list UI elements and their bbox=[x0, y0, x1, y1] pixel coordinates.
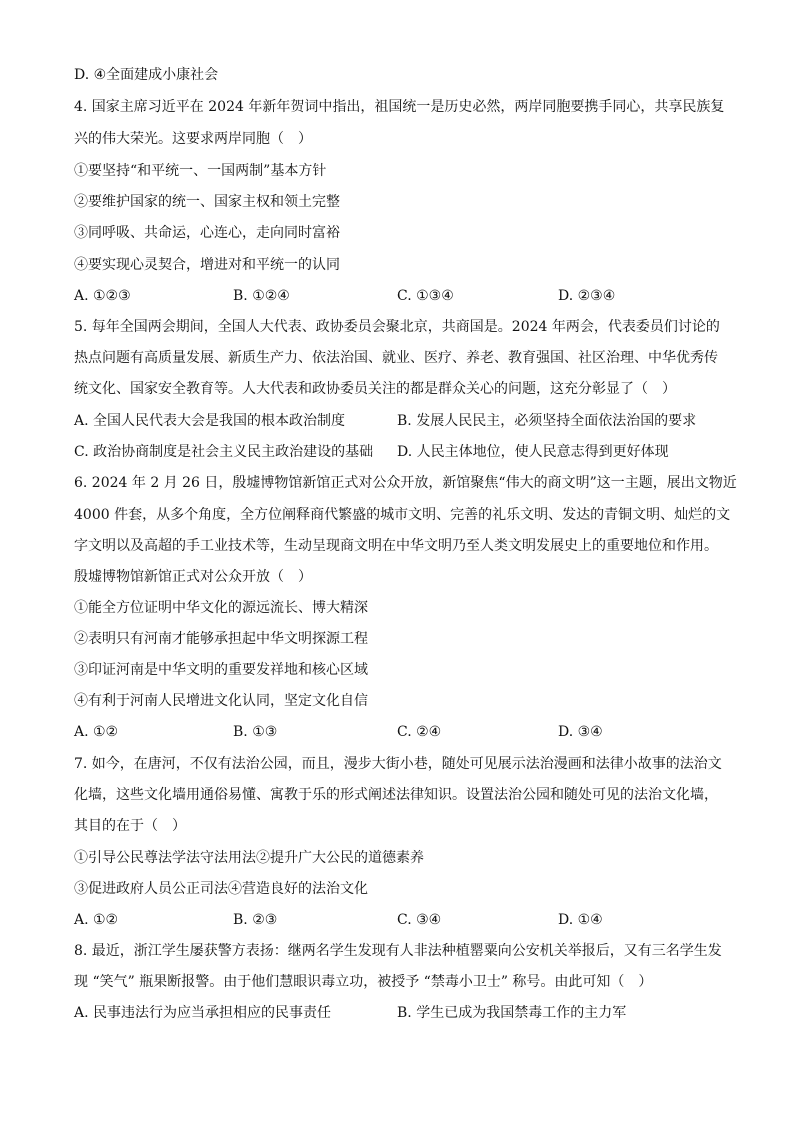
q4-stem-line: 兴的伟大荣光。这要求两岸同胞（ ） bbox=[74, 131, 312, 147]
q6-statement: ②表明只有河南才能够承担起中华文明探源工程 bbox=[74, 631, 368, 647]
q4-option-c: C. ①③④ bbox=[397, 288, 454, 304]
q7-stem-line: 化墙，这些文化墙用通俗易懂、寓教于乐的形式阐述法律知识。设置法治公园和随处可见的法治文化墙， bbox=[74, 787, 718, 803]
q6-statement: ①能全方位证明中华文化的源远流长、博大精深 bbox=[74, 600, 368, 616]
q6-stem-line: 殷墟博物馆新馆正式对公众开放（ ） bbox=[74, 569, 312, 585]
q7-stem-line: 其目的在于（ ） bbox=[74, 818, 186, 834]
q8-stem-line: 现 “笑气” 瓶果断报警。由于他们慧眼识毒立功，被授予 “禁毒小卫士” 称号。由此可知（ ） bbox=[74, 974, 653, 990]
q6-statement: ③印证河南是中华文明的重要发祥地和核心区域 bbox=[74, 662, 368, 678]
q6-stem-line: 字文明以及高超的手工业技术等，生动呈现商文明在中华文明乃至人类文明发展史上的重要地位和作用。 bbox=[74, 538, 718, 554]
q4-option-b: B. ①②④ bbox=[233, 288, 290, 304]
q7-option-a: A. ①② bbox=[74, 912, 119, 928]
q4-statement: ③同呼吸、共命运，心连心，走向同时富裕 bbox=[74, 225, 340, 241]
q6-option-d: D. ③④ bbox=[558, 724, 603, 740]
q4-option-d: D. ②③④ bbox=[558, 288, 616, 304]
q8-option-a: A. 民事违法行为应当承担相应的民事责任 bbox=[74, 1005, 332, 1021]
q7-option-c: C. ③④ bbox=[397, 912, 442, 928]
q7-option-d: D. ①④ bbox=[558, 912, 603, 928]
q7-statement: ①引导公民尊法学法守法用法②提升广大公民的道德素养 bbox=[74, 850, 424, 866]
q6-option-b: B. ①③ bbox=[233, 724, 278, 740]
q4-statement: ②要维护国家的统一、国家主权和领土完整 bbox=[74, 194, 340, 210]
q4-stem-line: 4. 国家主席习近平在 2024 年新年贺词中指出，祖国统一是历史必然，两岸同胞要携手同心，共享民族复 bbox=[74, 99, 725, 115]
q5-stem-line: 热点问题有高质量发展、新质生产力、依法治国、就业、医疗、养老、教育强国、社区治理、中华优秀传 bbox=[74, 350, 718, 366]
q5-option-c: C. 政治协商制度是社会主义民主政治建设的基础 bbox=[74, 444, 374, 460]
q6-statement: ④有利于河南人民增进文化认同，坚定文化自信 bbox=[74, 693, 368, 709]
q8-option-b: B. 学生已成为我国禁毒工作的主力军 bbox=[397, 1005, 627, 1021]
q7-stem-line: 7. 如今，在唐河，不仅有法治公园，而且，漫步大街小巷，随处可见展示法治漫画和法律小故事的法治文 bbox=[74, 756, 722, 772]
q5-option-a: A. 全国人民代表大会是我国的根本政治制度 bbox=[74, 413, 346, 429]
q6-stem-line: 4000 件套，从多个角度，全方位阐释商代繁盛的城市文明、完善的礼乐文明、发达的青铜文明、灿烂的文 bbox=[74, 507, 731, 523]
q6-stem-line: 6. 2024 年 2 月 26 日，殷墟博物馆新馆正式对公众开放，新馆聚焦“伟大的商文明”这一主题，展出文物近 bbox=[74, 475, 737, 491]
q5-stem-line: 5. 每年全国两会期间，全国人大代表、政协委员会聚北京，共商国是。2024 年两会，代表委员们讨论的 bbox=[74, 319, 720, 335]
q6-option-c: C. ②④ bbox=[397, 724, 442, 740]
q4-statement: ④要实现心灵契合，增进对和平统一的认同 bbox=[74, 257, 340, 273]
q7-statement: ③促进政府人员公正司法④营造良好的法治文化 bbox=[74, 881, 368, 897]
q4-statement: ①要坚持“和平统一、一国两制”基本方针 bbox=[74, 163, 327, 179]
q8-stem-line: 8. 最近，浙江学生屡获警方表扬：继两名学生发现有人非法种植罂粟向公安机关举报后，又有三名学生发 bbox=[74, 943, 722, 959]
q5-stem-line: 统文化、国家安全教育等。人大代表和政协委员关注的都是群众关心的问题，这充分彰显了（ ） bbox=[74, 381, 676, 397]
q4-option-a: A. ①②③ bbox=[74, 288, 131, 304]
q7-option-b: B. ②③ bbox=[233, 912, 278, 928]
q3-option-d: D. ④全面建成小康社会 bbox=[74, 67, 219, 83]
q6-option-a: A. ①② bbox=[74, 724, 119, 740]
q5-option-b: B. 发展人民民主，必须坚持全面依法治国的要求 bbox=[397, 413, 697, 429]
q5-option-d: D. 人民主体地位，使人民意志得到更好体现 bbox=[397, 444, 669, 460]
